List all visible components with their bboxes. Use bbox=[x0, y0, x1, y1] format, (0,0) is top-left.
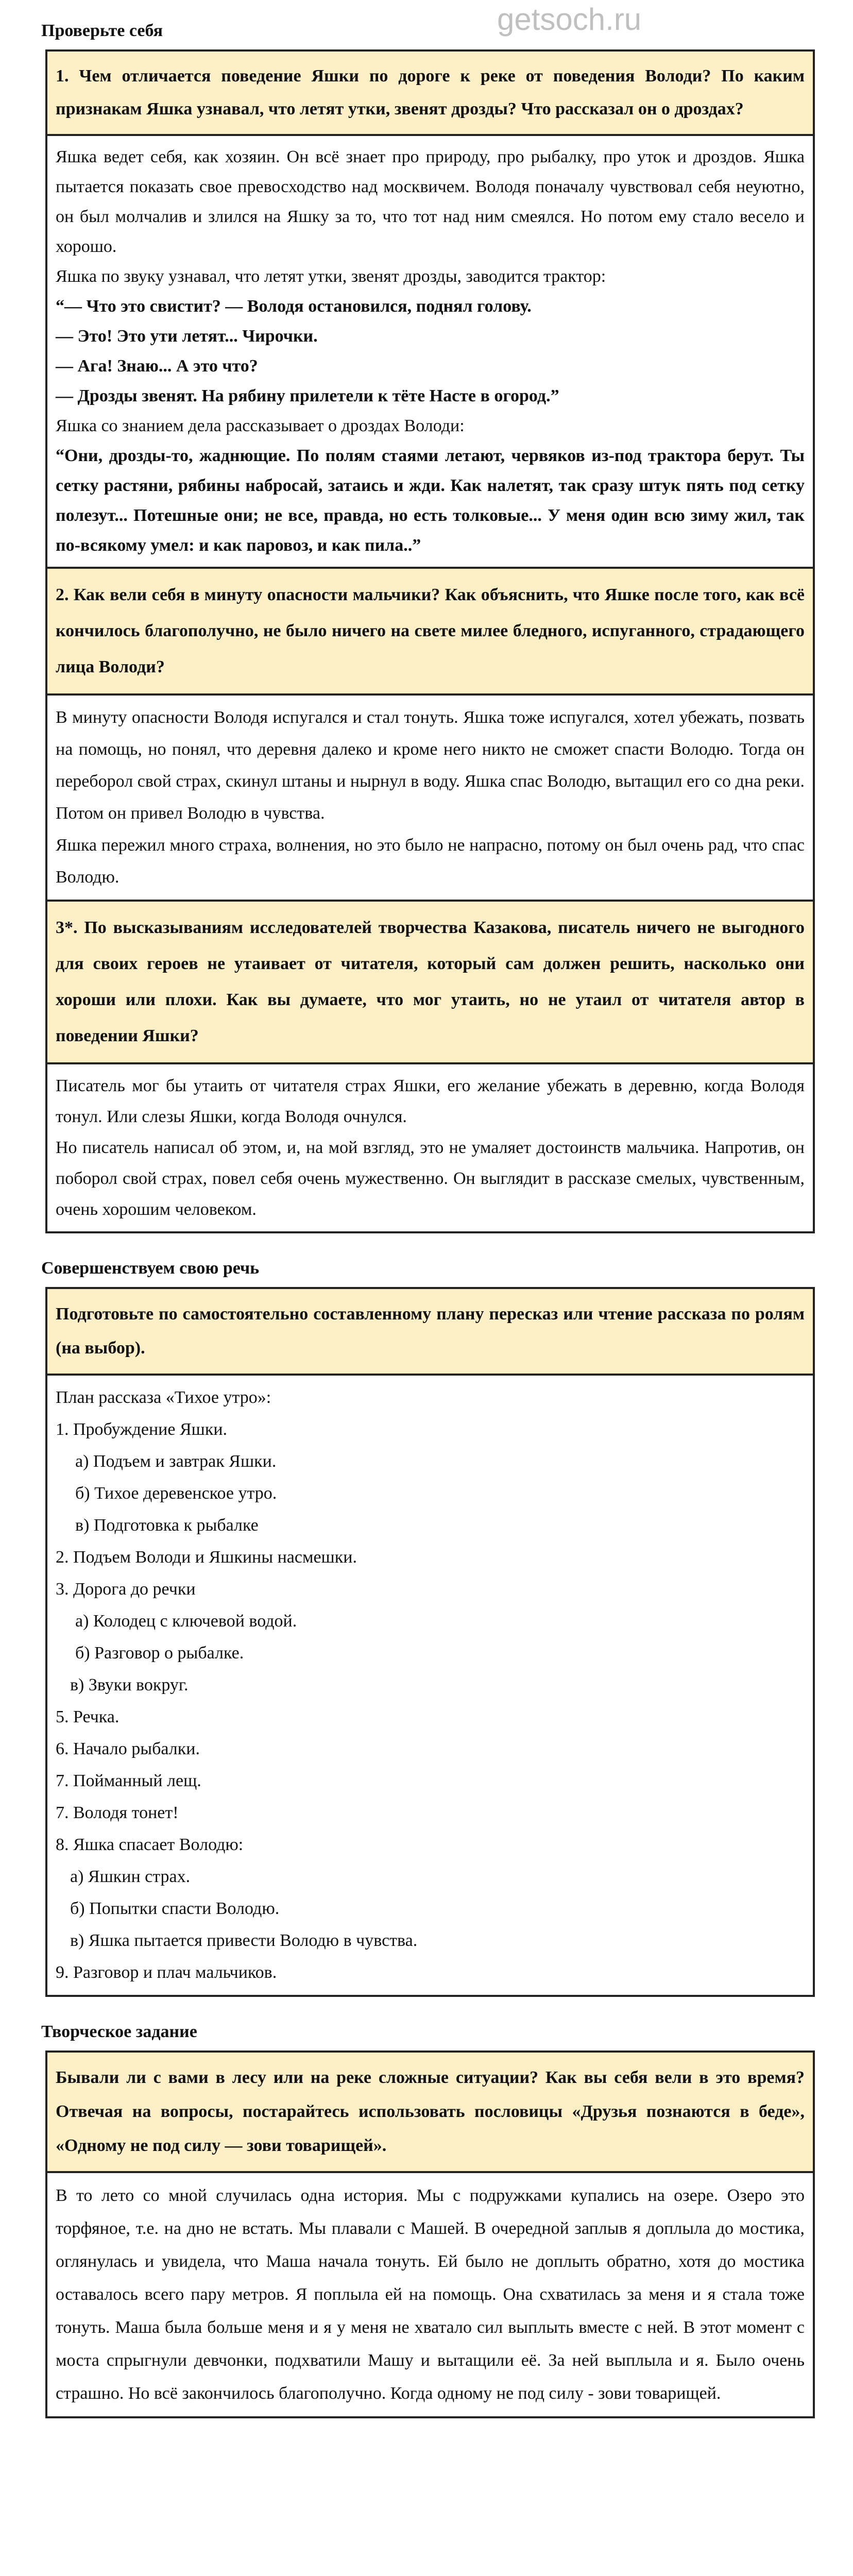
task-box-speech bbox=[45, 1287, 815, 1997]
plan-item: 6. Начало рыбалки. bbox=[56, 1739, 200, 1758]
answer-paragraph: Яшка пережил много страха, волнения, но это было не напрасно, потому он был очень рад, что спас Володю. bbox=[56, 836, 805, 887]
quote-paragraph: “Они, дрозды-то, жаднющие. По полям стаями летают, червяков из-под трактора берут. Ты сетку растяни, рябины набросай, затаись и жди. Как налетят, так сразу штук пять под сетку полезут... Потешные они; не все, правда, но есть толковые... У меня один всю зиму жил, так по-всякому умел: и как паровоз, и как пила..” bbox=[56, 446, 805, 555]
answer-1 bbox=[47, 134, 813, 567]
plan-item: а) Яшкин страх. bbox=[70, 1867, 191, 1886]
question-1: 1. Чем отличается поведение Яшки по дороге к реке от поведения Володи? По каким признакам Яшка узнавал, что летят утки, звенят дрозды? Что рассказал он о дроздах? bbox=[47, 52, 813, 134]
plan-item: 2. Подъем Володи и Яшкины насмешки. bbox=[56, 1548, 357, 1567]
quote-line: — Это! Это ути летят... Чирочки. bbox=[56, 327, 318, 346]
answer-paragraph: Писатель мог бы утаить от читателя страх Яшки, его желание убежать в деревню, когда Володя тонул. Или слезы Яшки, когда Володя очнулся. bbox=[56, 1076, 805, 1126]
task-box-creative bbox=[45, 2050, 815, 2418]
answer-paragraph: Но писатель написал об этом, и, на мой взгляд, это не умаляет достоинств мальчика. Напротив, он поборол свой страх, повел себя очень мужественно. Он выглядит в рассказе смелых, чувственным, очень хорошим человеком. bbox=[56, 1138, 805, 1219]
answer-paragraph: Яшка ведет себя, как хозяин. Он всё знает про природу, про рыбалку, про уток и дроздов. Яшка пытается показать свое превосходство над москвичем. Володя поначалу чувствовал себя неуютно, он был молчалив и злился на Яшку за то, что тот над ним смеялся. Но потом ему стало весело и хорошо. bbox=[56, 147, 805, 256]
plan-item: 7. Пойманный лещ. bbox=[56, 1771, 201, 1790]
question-3: 3*. По высказываниям исследователей творчества Казакова, писатель ничего не выгодного для своих героев не утаивает от читателя, который сам должен решить, насколько они хороши или плохи. Как вы думаете, что мог утаить, но не утаил от читателя автор в поведении Яшки? bbox=[47, 900, 813, 1062]
qa-box-1 bbox=[45, 49, 815, 1233]
plan-list bbox=[56, 1414, 805, 1989]
section-title-creative-task: Творческое задание bbox=[41, 2022, 197, 2041]
plan-item: а) Подъем и завтрак Яшки. bbox=[75, 1452, 277, 1471]
plan-item: 3. Дорога до речки bbox=[56, 1580, 196, 1599]
quote-line: — Ага! Знаю... А это что? bbox=[56, 357, 258, 376]
story-plan bbox=[47, 1374, 813, 1995]
creative-task: Бывали ли с вами в лесу или на реке сложные ситуации? Как вы себя вели в это время? Отвечая на вопросы, постарайтесь использовать пословицы «Друзья познаются в беде», «Одному не под силу — зови товарищей». bbox=[47, 2053, 813, 2171]
plan-item: в) Подготовка к рыбалке bbox=[75, 1516, 259, 1535]
speech-task: Подготовьте по самостоятельно составленному плану пересказ или чтение рассказа по ролям (на выбор). bbox=[47, 1289, 813, 1374]
quote-line: “— Что это свистит? — Володя остановился, поднял голову. bbox=[56, 297, 532, 316]
quote-line: — Дрозды звенят. На рябину прилетели к тёте Насте в огород.” bbox=[56, 386, 559, 405]
answer-2 bbox=[47, 693, 813, 900]
answer-paragraph: Яшка по звуку узнавал, что летят утки, звенят дрозды, заводится трактор: bbox=[56, 267, 606, 286]
plan-item: 7. Володя тонет! bbox=[56, 1803, 179, 1822]
plan-item: а) Колодец с ключевой водой. bbox=[75, 1612, 297, 1631]
section-title-check-yourself: Проверьте себя bbox=[41, 21, 163, 40]
plan-item: 8. Яшка спасает Володю: bbox=[56, 1835, 244, 1854]
answer-paragraph: Яшка со знанием дела рассказывает о дроздах Володи: bbox=[56, 416, 465, 435]
plan-title: План рассказа «Тихое утро»: bbox=[56, 1388, 271, 1407]
answer-paragraph: В минуту опасности Володя испугался и стал тонуть. Яшка тоже испугался, хотел убежать, позвать на помощь, но понял, что деревня далеко и кроме него никто не сможет спасти Володю. Тогда он переборол свой страх, скинул штаны и нырнул в воду. Яшка спас Володю, вытащил его со дна реки. Потом он привел Володю в чувства. bbox=[56, 708, 805, 823]
plan-item: 5. Речка. bbox=[56, 1707, 120, 1726]
plan-item: в) Яшка пытается привести Володю в чувства. bbox=[70, 1931, 418, 1950]
question-2: 2. Как вели себя в минуту опасности мальчики? Как объяснить, что Яшке после того, как всё кончилось благополучно, не было ничего на свете милее бледного, испуганного, страдающего лица Володи? bbox=[47, 567, 813, 693]
watermark: getsoch.ru bbox=[497, 2, 642, 37]
plan-item: 1. Пробуждение Яшки. bbox=[56, 1420, 228, 1439]
plan-item: б) Тихое деревенское утро. bbox=[75, 1484, 277, 1503]
creative-answer: В то лето со мной случилась одна история. Мы с подружками купались на озере. Озеро это торфяное, т.е. на дно не встать. Мы плавали с Машей. В очередной заплыв я доплыла до мостика, оглянулась и увидела, что Маша начала тонуть. Ей было не доплыть обратно, хотя до мостика оставалось всего пару метров. Я поплыла ей на помощь. Она схватилась за меня и я стала тоже тонуть. Маша была больше меня и я у меня не хватало сил выплыть вместе с ней. В этот момент с моста спрыгнули девчонки, подхватили Машу и вытащили её. За ней выплыла и я. Было очень страшно. Но всё закончилось благополучно. Когда одному не под силу - зови товарищей. bbox=[47, 2171, 813, 2416]
plan-item: в) Звуки вокруг. bbox=[70, 1675, 189, 1694]
plan-item: 9. Разговор и плач мальчиков. bbox=[56, 1963, 277, 1982]
plan-item: б) Разговор о рыбалке. bbox=[75, 1643, 244, 1663]
plan-item: б) Попытки спасти Володю. bbox=[70, 1899, 280, 1918]
answer-3 bbox=[47, 1062, 813, 1231]
section-title-improve-speech: Совершенствуем свою речь bbox=[41, 1259, 260, 1278]
